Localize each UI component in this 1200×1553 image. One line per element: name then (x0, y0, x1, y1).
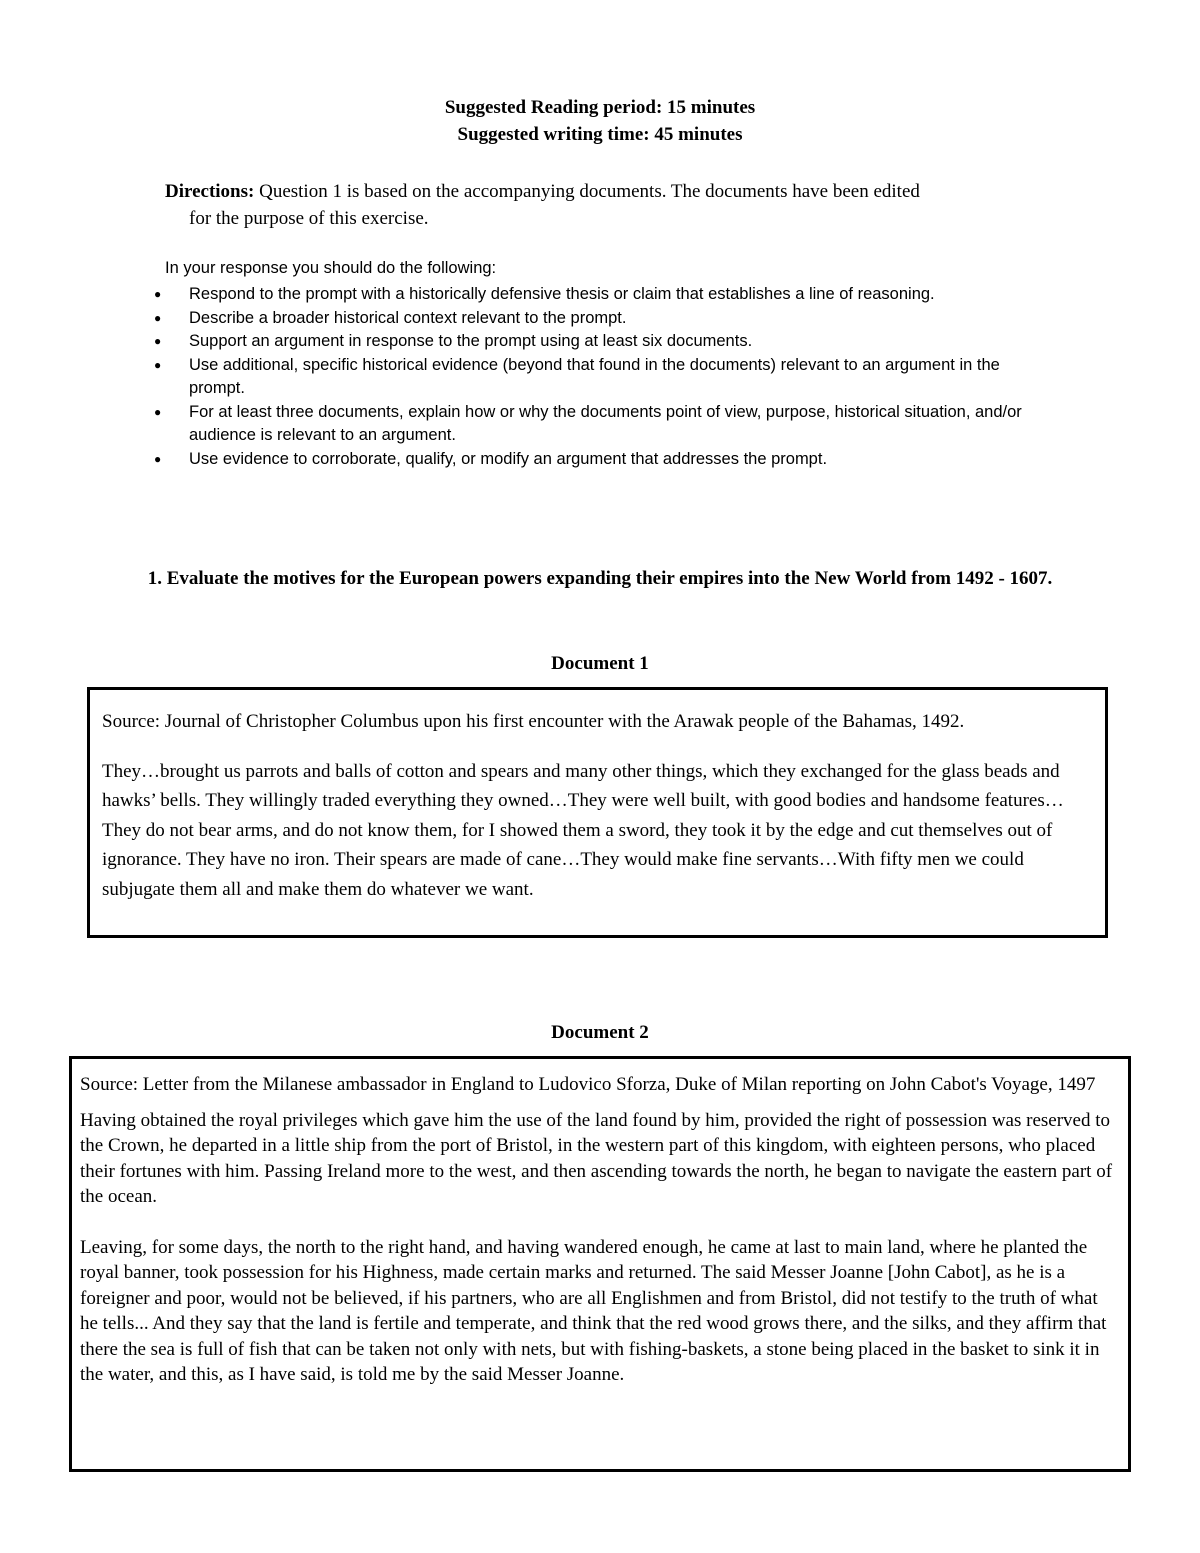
list-item (150, 283, 1050, 307)
list-item (150, 401, 1050, 448)
list-item (150, 330, 1050, 354)
directions-label: Directions: (165, 181, 255, 202)
list-item (150, 354, 1050, 401)
list-item (150, 448, 1050, 472)
document-1-box (87, 687, 1108, 938)
document-2-body-paragraph-1: Having obtained the royal privileges which gave him the use of the land found by him, provided the right of possession was reserved to the Crown, he departed in a little ship from the port of Bristol, in the western part of this kingdom, with eighteen persons, who placed their fortunes with him. Passing Ireland more to the west, and then ascending towards the north, he began to navigate the eastern part of the ocean. (80, 1109, 1113, 1207)
list-item (150, 307, 1050, 331)
list-item-text: Use additional, specific historical evidence (beyond that found in the documents) relevant to an argument in the prompt. (189, 355, 1000, 397)
writing-time-heading: Suggested writing time: 45 minutes (457, 124, 743, 145)
question-prompt: 1. Evaluate the motives for the European powers expanding their empires into the New World from 1492 - 1607. (147, 568, 1053, 589)
response-intro: In your response you should do the following: (165, 259, 497, 277)
list-item-text: Use evidence to corroborate, qualify, or modify an argument that addresses the prompt. (189, 449, 828, 468)
list-item-text: Respond to the prompt with a historically defensive thesis or claim that establishes a line of reasoning. (189, 285, 935, 303)
reading-period-heading: Suggested Reading period: 15 minutes (444, 97, 756, 118)
directions-text-line1: Question 1 is based on the accompanying documents. The documents have been edited (254, 181, 920, 202)
bullet-icon: ● (154, 451, 162, 466)
directions (165, 178, 1065, 232)
document-1-body: They…brought us parrots and balls of cotton and spears and many other things, which they exchanged for the glass beads and hawks’ bells. They willingly traded everything they owned…They were well built, with good bodies and handsome features…They do not bear arms, and do not know them, for I showed them a sword, they took it by the edge and cut themselves out of ignorance. They have no iron. Their spears are made of cane…They would make fine servants…With fifty men we could subjugate them all and make them do whatever we want. (102, 760, 1064, 900)
document-2-body-paragraph-2: Leaving, for some days, the north to the right hand, and having wandered enough, he came at last to main land, where he planted the royal banner, took possession for his Highness, made certain marks and returned. The said Messer Joanne [John Cabot], as he is a foreigner and poor, would not be believed, if his partners, who are all Englishmen and from Bristol, did not testify to the truth of what he tells... And they say that the land is fertile and temperate, and think that the red wood grows there, and the silks, and they affirm that there the sea is full of fish that can be taken not only with nets, but with fishing-baskets, a stone being placed in the basket to sink it in the water, and this, as I have said, is told me by the said Messer Joanne. (80, 1236, 1107, 1385)
list-item-text: For at least three documents, explain how or why the documents point of view, purpose, historical situation, and/or audience is relevant to an argument. (189, 402, 1022, 444)
document-1-source: Source: Journal of Christopher Columbus upon his first encounter with the Arawak people of the Bahamas, 1492. (102, 711, 965, 732)
requirements-list (150, 283, 1050, 471)
document-2-source: Source: Letter from the Milanese ambassador in England to Ludovico Sforza, Duke of Milan reporting on John Cabot's Voyage, 1497 (80, 1074, 1096, 1095)
bullet-icon: ● (154, 357, 162, 372)
document-2-box (69, 1056, 1131, 1472)
list-item-text: Support an argument in response to the prompt using at least six documents. (189, 332, 753, 350)
bullet-icon: ● (154, 334, 162, 348)
bullet-icon: ● (154, 310, 162, 325)
directions-text-line2: for the purpose of this exercise. (189, 208, 429, 229)
document-1-title: Document 1 (551, 653, 649, 674)
bullet-icon: ● (154, 287, 162, 301)
list-item-text: Describe a broader historical context relevant to the prompt. (189, 308, 627, 327)
document-2-title: Document 2 (551, 1022, 649, 1043)
bullet-icon: ● (154, 404, 162, 419)
